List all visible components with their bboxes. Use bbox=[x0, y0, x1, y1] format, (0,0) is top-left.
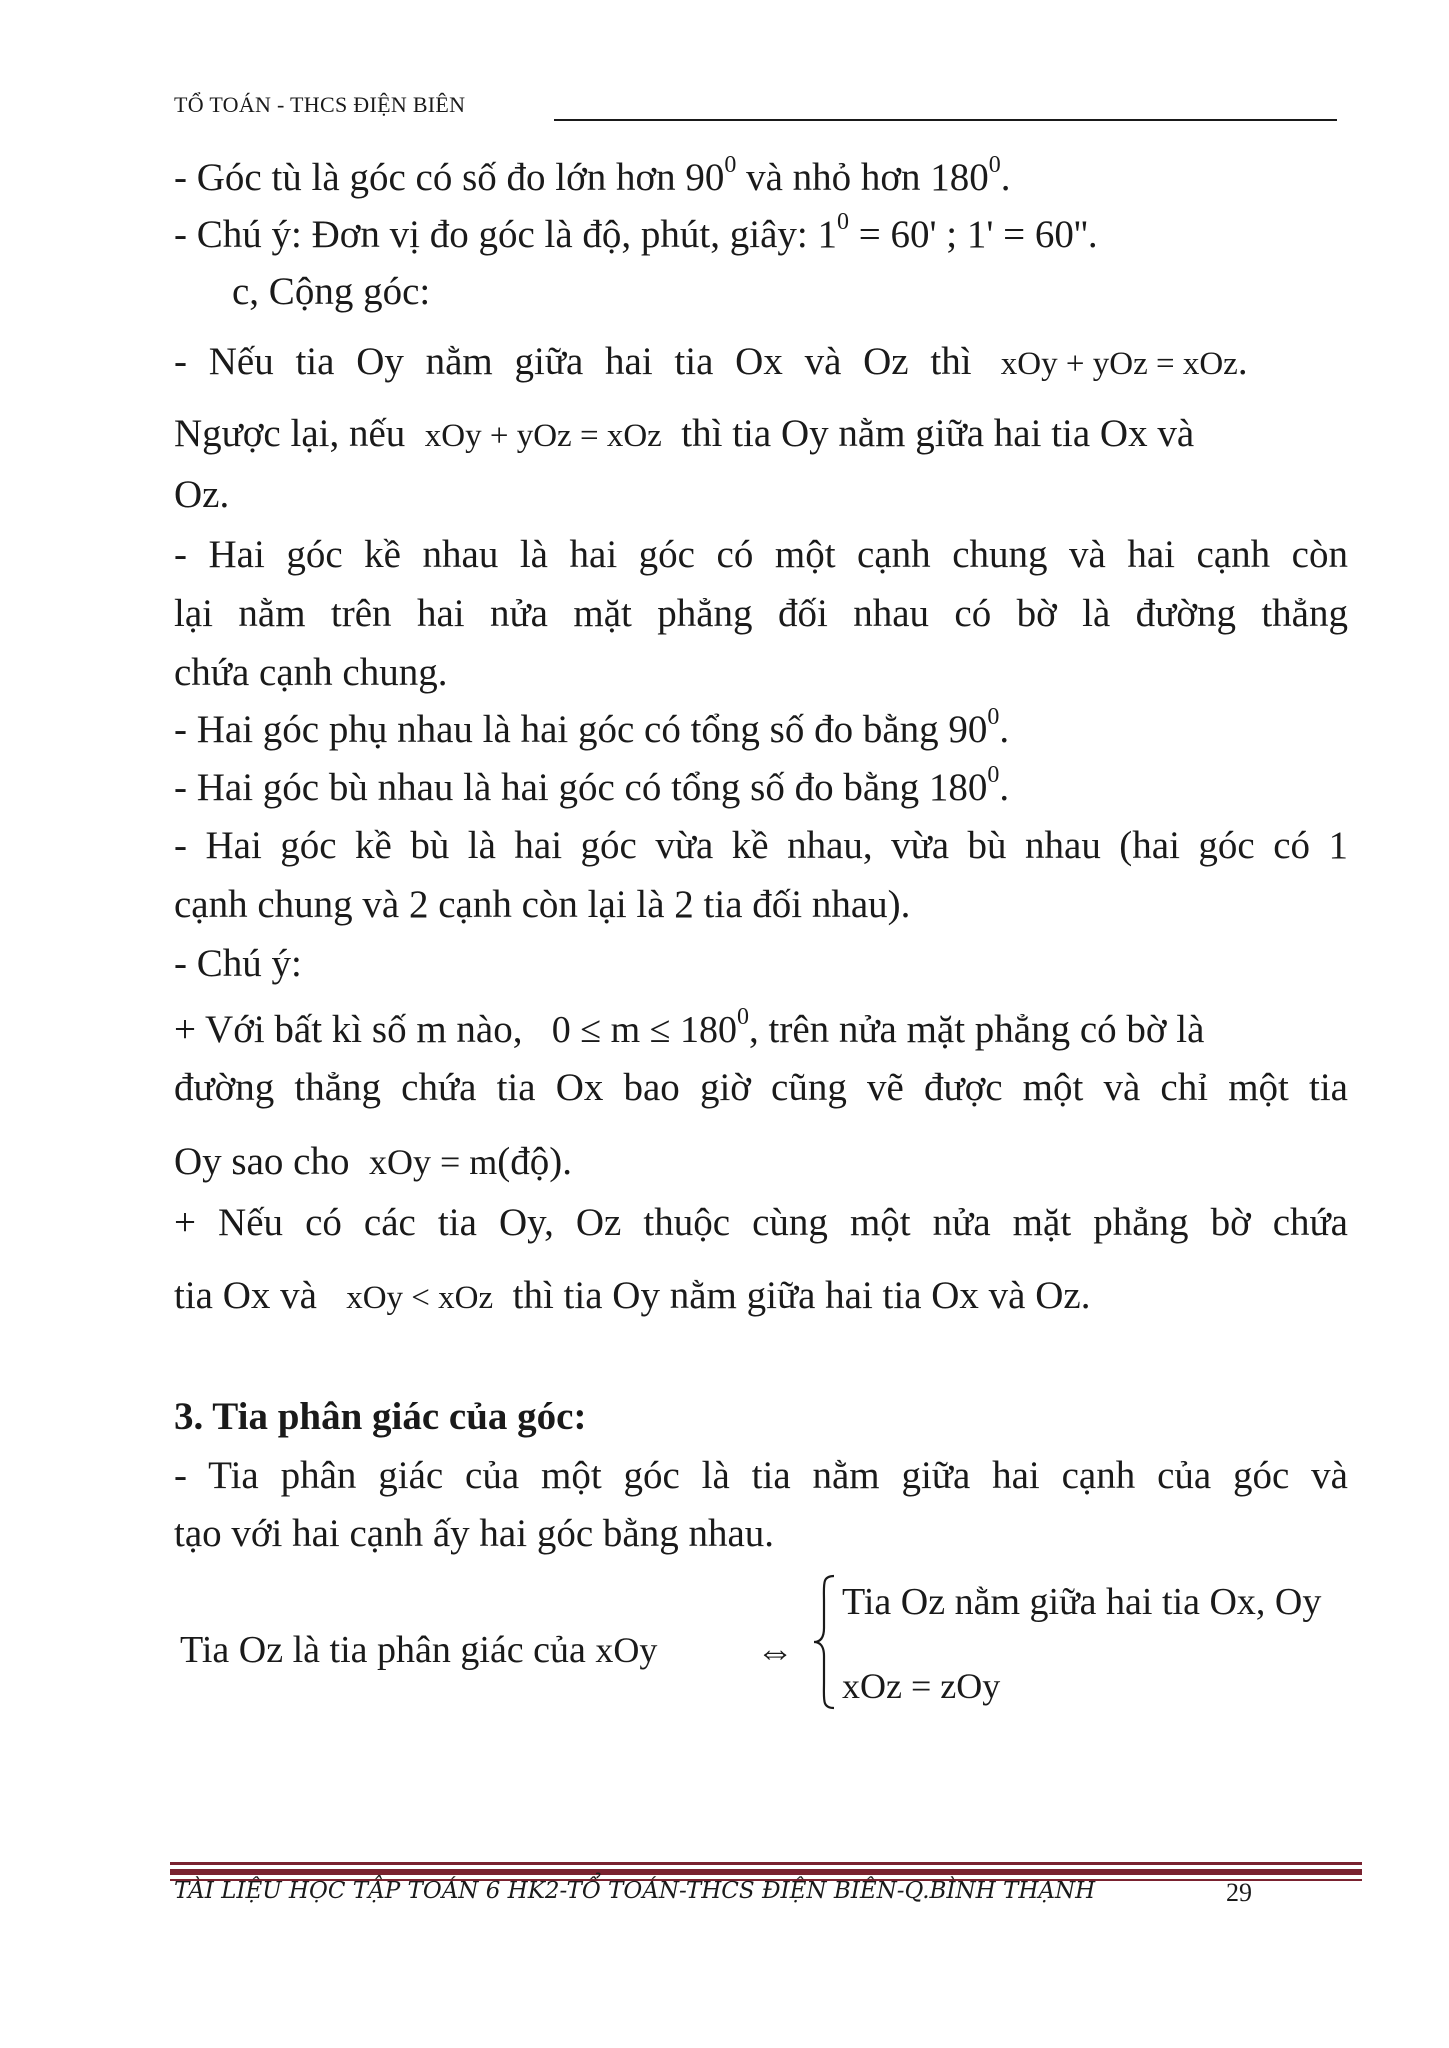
line-adding-converse: Ngược lại, nếu xOy + yOz = xOz thì tia Oy nằm giữa hai tia Ox và bbox=[174, 412, 1195, 455]
line-adjacent-1: - Hai góc kề nhau là hai góc có một cạnh chung và hai cạnh còn bbox=[174, 533, 1348, 576]
line-adjacent-2: lại nằm trên hai nửa mặt phẳng đối nhau có bờ là đường thẳng bbox=[174, 592, 1348, 635]
line-note-4: + Nếu có các tia Oy, Oz thuộc cùng một nửa mặt phẳng bờ chứa bbox=[174, 1201, 1348, 1244]
line-note-1: + Với bất kì số m nào, $0 \le m \le 180^0$, trên nửa mặt phẳng có bờ là bbox=[174, 1004, 1205, 1051]
bisector-condition-2: xOz = zOy bbox=[842, 1666, 1001, 1706]
footer-rule-thick bbox=[170, 1869, 1362, 1875]
line-bisector-def-2: tạo với hai cạnh ấy hai góc bằng nhau. bbox=[174, 1512, 775, 1555]
iff-symbol: ⇔ bbox=[756, 1631, 794, 1673]
line-note-5: tia Ox và xOy < xOz thì tia Oy nằm giữa hai tia Ox và Oz. bbox=[174, 1274, 1091, 1317]
subheading-adding-angles: c, Cộng góc: bbox=[232, 270, 431, 313]
line-note: - Chú ý: bbox=[174, 942, 302, 985]
header-rule bbox=[554, 119, 1337, 121]
footer-title: TÀI LIỆU HỌC TẬP TOÁN 6 HK2-TỔ TOÁN-THCS ĐIỆN BIÊN-Q.BÌNH THẠNH bbox=[174, 1878, 1096, 1904]
line-obtuse-angle: - Góc tù là góc có số đo lớn hơn $90^0$ và nhỏ hơn $180^0$. bbox=[174, 152, 1011, 199]
line-supplementary: - Hai góc bù nhau là hai góc có tổng số đo bằng $180^0$. bbox=[174, 762, 1010, 809]
line-complementary: - Hai góc phụ nhau là hai góc có tổng số đo bằng $90^0$. bbox=[174, 704, 1010, 751]
footer-rule bbox=[170, 1862, 1362, 1865]
line-adjacent-3: chứa cạnh chung. bbox=[174, 651, 448, 694]
line-linear-pair-1: - Hai góc kề bù là hai góc vừa kề nhau, vừa bù nhau (hai góc có 1 bbox=[174, 824, 1348, 867]
line-oz: Oz. bbox=[174, 473, 230, 516]
line-linear-pair-2: cạnh chung và 2 cạnh còn lại là 2 tia đối nhau). bbox=[174, 883, 911, 926]
bisector-condition-1: Tia Oz nằm giữa hai tia Ox, Oy bbox=[842, 1581, 1322, 1623]
line-note-2: đường thẳng chứa tia Ox bao giờ cũng vẽ được một và chỉ một tia bbox=[174, 1066, 1348, 1109]
line-note-3: Oy sao cho xOy = m(độ). bbox=[174, 1140, 573, 1183]
page-number: 29 bbox=[1226, 1878, 1252, 1907]
line-adding-rule: - Nếu tia Oy nằm giữa hai tia Ox và Oz thì xOy + yOz = xOz. bbox=[174, 340, 1248, 383]
section-heading-bisector: 3. Tia phân giác của góc: bbox=[174, 1395, 587, 1438]
line-angle-units: - Chú ý: Đơn vị đo góc là độ, phút, giây: $1^0 = 60'$ ; 1' = 60''. bbox=[174, 209, 1098, 256]
line-bisector-def-1: - Tia phân giác của một góc là tia nằm giữa hai cạnh của góc và bbox=[174, 1454, 1348, 1497]
bisector-condition-left: Tia Oz là tia phân giác của xOy bbox=[180, 1629, 658, 1671]
left-brace-icon bbox=[810, 1572, 840, 1712]
page-header: TỔ TOÁN - THCS ĐIỆN BIÊN bbox=[174, 92, 466, 117]
